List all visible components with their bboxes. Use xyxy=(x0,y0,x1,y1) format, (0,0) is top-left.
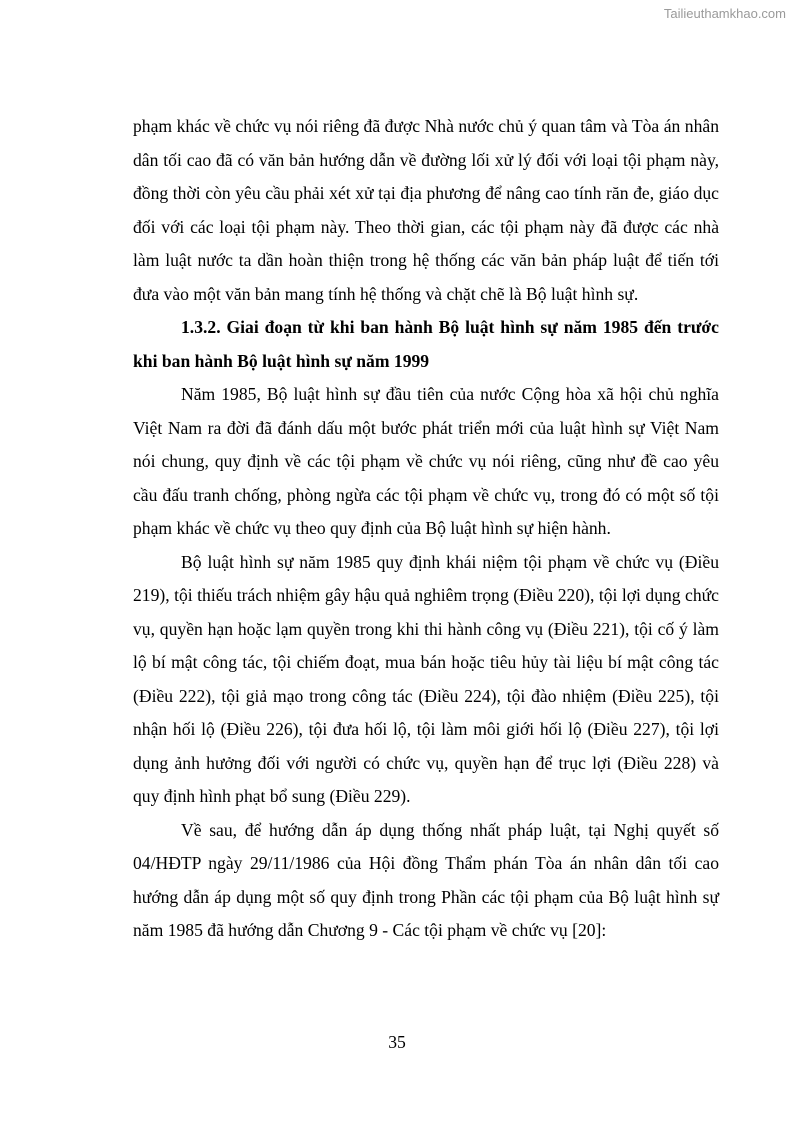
section-heading: 1.3.2. Giai đoạn từ khi ban hành Bộ luật hình sự năm 1985 đến trước khi ban hành Bộ luật hình sự năm 1999 xyxy=(133,317,719,371)
watermark-text: Tailieuthamkhao.com xyxy=(663,6,786,21)
document-body xyxy=(133,110,719,948)
paragraph-continuation: phạm khác về chức vụ nói riêng đã được Nhà nước chủ ý quan tâm và Tòa án nhân dân tối cao đã có văn bản hướng dẫn về đường lối xử lý đối với loại tội phạm này, đồng thời còn yêu cầu phải xét xử tại địa phương để nâng cao tính răn đe, giáo dục đối với các loại tội phạm này. Theo thời gian, các tội phạm này đã được các nhà làm luật nước ta dần hoàn thiện trong hệ thống các văn bản pháp luật để tiến tới đưa vào một văn bản mang tính hệ thống và chặt chẽ là Bộ luật hình sự. xyxy=(133,116,719,304)
page-number: 35 xyxy=(388,1032,406,1052)
paragraph: Năm 1985, Bộ luật hình sự đầu tiên của nước Cộng hòa xã hội chủ nghĩa Việt Nam ra đời đã đánh dấu một bước phát triển mới của luật hình sự Việt Nam nói chung, quy định về các tội phạm về chức vụ nói riêng, cũng như đề cao yêu cầu đấu tranh chống, phòng ngừa các tội phạm về chức vụ, trong đó có một số tội phạm khác về chức vụ theo quy định của Bộ luật hình sự hiện hành. xyxy=(133,384,719,538)
paragraph: Bộ luật hình sự năm 1985 quy định khái niệm tội phạm về chức vụ (Điều 219), tội thiếu trách nhiệm gây hậu quả nghiêm trọng (Điều 220), tội lợi dụng chức vụ, quyền hạn hoặc lạm quyền trong khi thi hành công vụ (Điều 221), tội cố ý làm lộ bí mật công tác, tội chiếm đoạt, mua bán hoặc tiêu hủy tài liệu bí mật công tác (Điều 222), tội giả mạo trong công tác (Điều 224), tội đào nhiệm (Điều 225), tội nhận hối lộ (Điều 226), tội đưa hối lộ, tội làm môi giới hối lộ (Điều 227), tội lợi dụng ảnh hưởng đối với người có chức vụ, quyền hạn để trục lợi (Điều 228) và quy định hình phạt bổ sung (Điều 229). xyxy=(133,551,719,806)
paragraph: Về sau, để hướng dẫn áp dụng thống nhất pháp luật, tại Nghị quyết số 04/HĐTP ngày 29/11/1986 của Hội đồng Thẩm phán Tòa án nhân dân tối cao hướng dẫn áp dụng một số quy định trong Phần các tội phạm của Bộ luật hình sự năm 1985 đã hướng dẫn Chương 9 - Các tội phạm về chức vụ [20]: xyxy=(133,819,719,940)
